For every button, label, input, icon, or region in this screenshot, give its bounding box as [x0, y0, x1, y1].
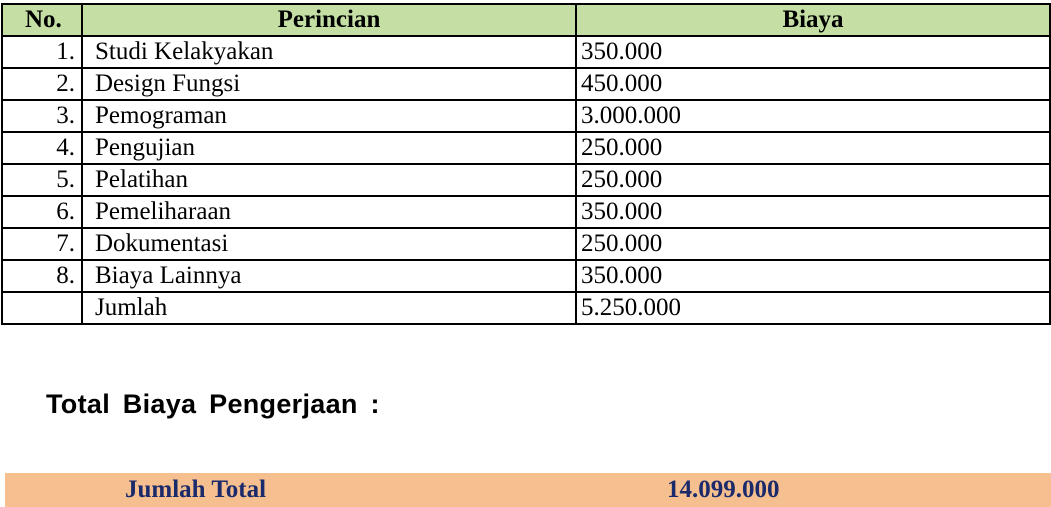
row-item: Pelatihan: [82, 164, 576, 196]
sum-label: Jumlah: [82, 292, 576, 324]
row-cost: 250.000: [576, 228, 1050, 260]
row-item: Pengujian: [82, 132, 576, 164]
header-perincian: Perincian: [82, 4, 576, 36]
row-cost: 250.000: [576, 132, 1050, 164]
row-number: 1.: [2, 36, 82, 68]
total-value: 14.099.000: [667, 476, 780, 503]
header-no: No.: [2, 4, 82, 36]
row-cost: 250.000: [576, 164, 1050, 196]
table-row: [2, 260, 1050, 292]
total-bar: [5, 473, 1051, 507]
table-row: [2, 196, 1050, 228]
row-number: 8.: [2, 260, 82, 292]
row-cost: 3.000.000: [576, 100, 1050, 132]
total-heading: Total Biaya Pengerjaan :: [46, 389, 380, 419]
table-row: [2, 36, 1050, 68]
row-item: Design Fungsi: [82, 68, 576, 100]
row-number: 2.: [2, 68, 82, 100]
table-header-row: [2, 4, 1050, 36]
table-row: [2, 164, 1050, 196]
row-cost: 350.000: [576, 196, 1050, 228]
row-item: Pemeliharaan: [82, 196, 576, 228]
row-number: 3.: [2, 100, 82, 132]
row-number: 7.: [2, 228, 82, 260]
row-item: Biaya Lainnya: [82, 260, 576, 292]
table-row: [2, 132, 1050, 164]
sum-number: [2, 292, 82, 324]
sum-cost: 5.250.000: [576, 292, 1050, 324]
table-row: [2, 68, 1050, 100]
table-sum-row: [2, 292, 1050, 324]
table-row: [2, 100, 1050, 132]
row-cost: 450.000: [576, 68, 1050, 100]
row-number: 6.: [2, 196, 82, 228]
row-number: 4.: [2, 132, 82, 164]
table-row: [2, 228, 1050, 260]
header-biaya: Biaya: [576, 4, 1050, 36]
row-cost: 350.000: [576, 36, 1050, 68]
row-cost: 350.000: [576, 260, 1050, 292]
total-label: Jumlah Total: [125, 476, 267, 503]
row-item: Pemograman: [82, 100, 576, 132]
row-item: Studi Kelakyakan: [82, 36, 576, 68]
row-number: 5.: [2, 164, 82, 196]
cost-breakdown-table: [1, 3, 1051, 325]
row-item: Dokumentasi: [82, 228, 576, 260]
